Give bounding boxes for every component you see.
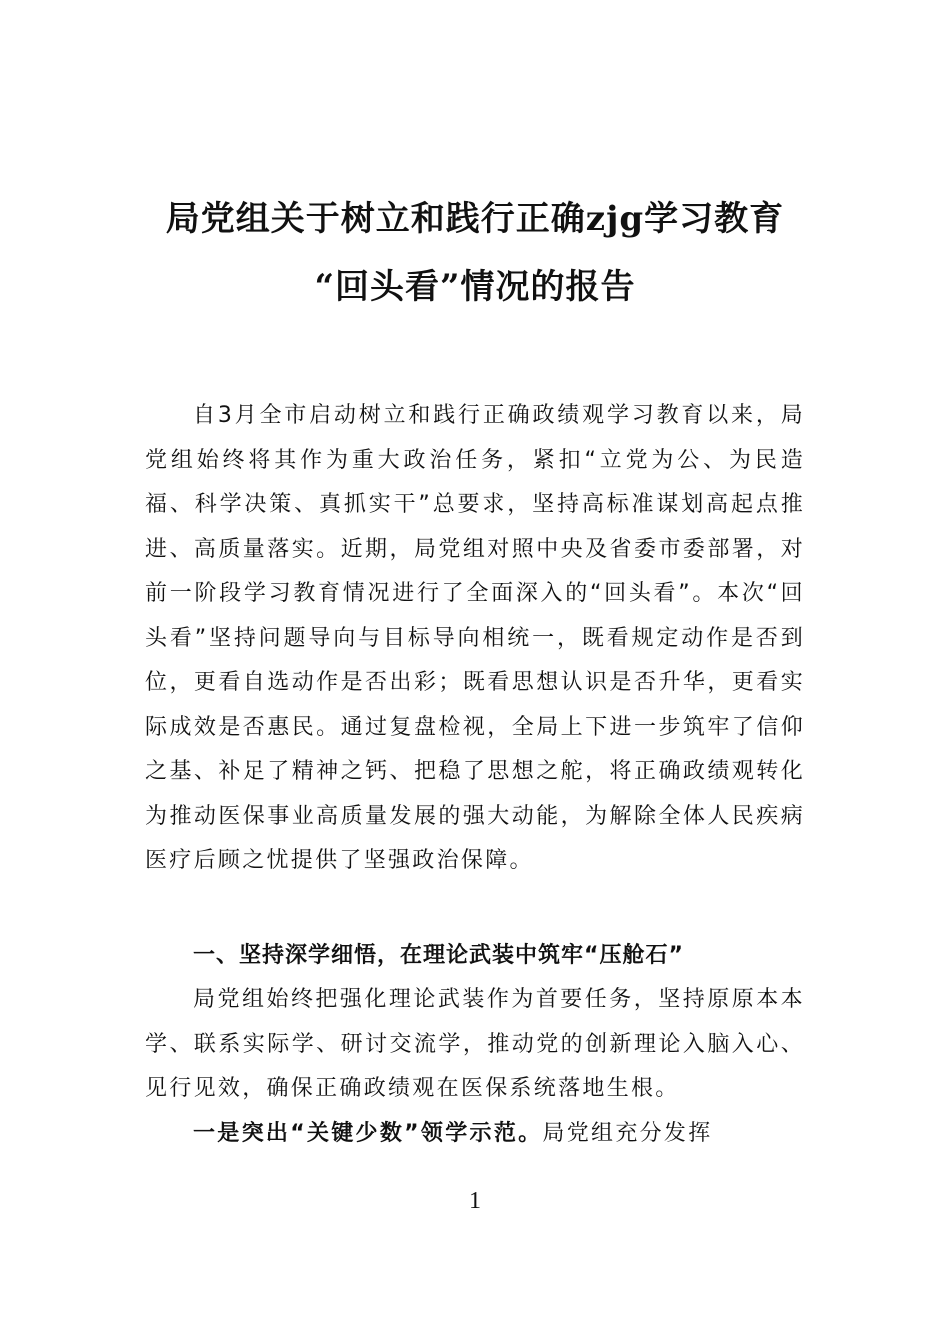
paragraph-key-minority <box>145 1112 805 1157</box>
document-title-line2: “回头看”情况的报告 <box>314 267 636 307</box>
paragraph-intro-text: 自3月全市启动树立和践行正确政绩观学习教育以来，局党组始终将其作为重大政治任务，紧扣“立党为公、为民造福、科学决策、真抓实干”总要求，坚持高标准谋划高起点推进、高质量落实。近期，局党组对照中央及省委市委部署，对前一阶段学习教育情况进行了全面深入的“回头看”。本次“回头看”坚持问题导向与目标导向相统一，既看规定动作是否到位，更看自选动作是否出彩；既看思想认识是否升华，更看实际成效是否惠民。通过复盘检视，全局上下进一步筑牢了信仰之基、补足了精神之钙、把稳了思想之舵，将正确政绩观转化为推动医保事业高质量发展的强大动能，为解除全体人民疾病医疗后顾之忧提供了坚强政治保障。 <box>145 403 805 873</box>
paragraph-theory <box>145 978 805 1112</box>
paragraph-theory-text: 局党组始终把强化理论武装作为首要任务，坚持原原本本学、联系实际学、研讨交流学，推动党的创新理论入脑入心、见行见效，确保正确政绩观在医保系统落地生根。 <box>145 987 805 1101</box>
paragraph-key-minority-start: 局党组充分发挥 <box>542 1121 713 1146</box>
paragraph-key-minority-text <box>145 1112 805 1157</box>
section-heading-1: 一、坚持深学细悟，在理论武装中筑牢“压舱石” <box>193 943 684 968</box>
subheading-key-minority: 一是突出“关键少数”领学示范。 <box>193 1121 543 1146</box>
page-number: 1 <box>469 1188 481 1214</box>
paragraph-intro <box>145 394 805 884</box>
document-title-line1: 局党组关于树立和践行正确zjg学习教育 <box>165 199 785 239</box>
